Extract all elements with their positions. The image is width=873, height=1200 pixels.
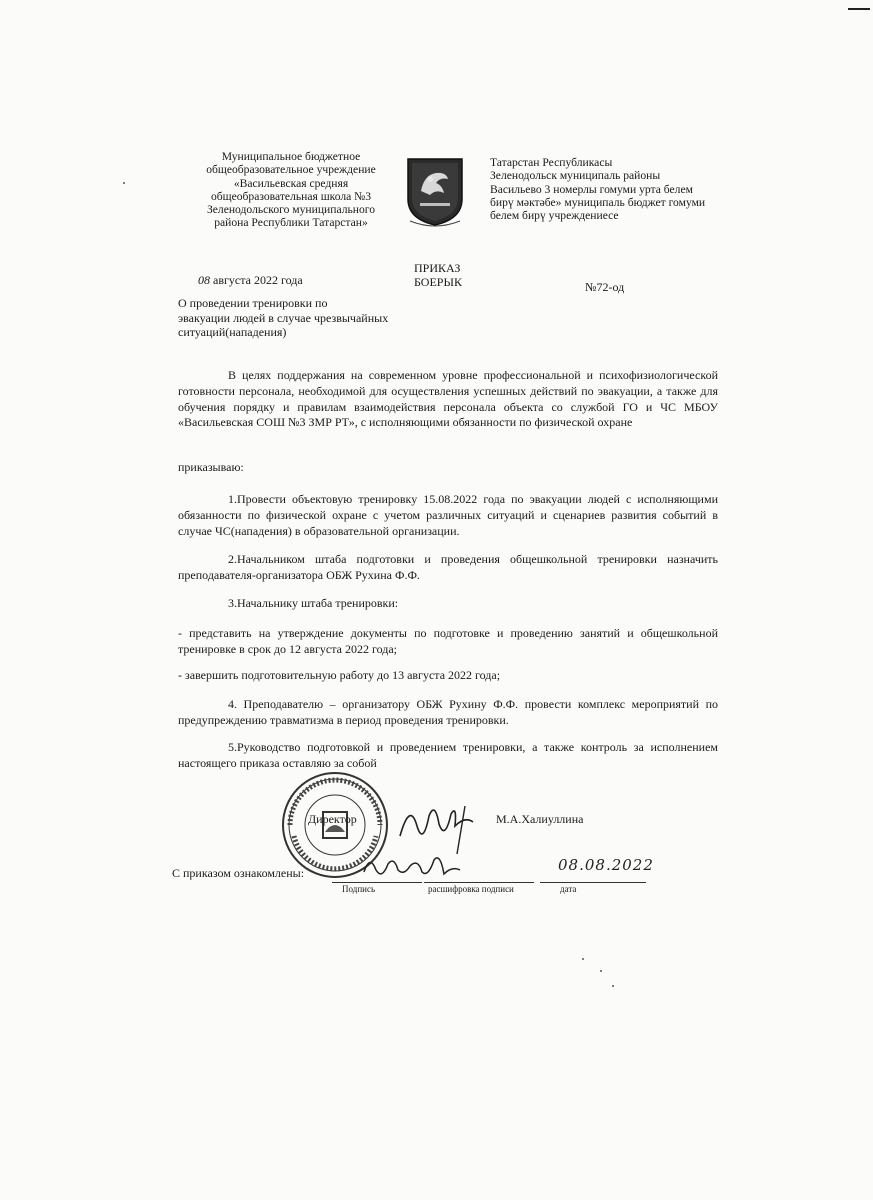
- header-right-line: Васильево 3 номерлы гомуми урта белем: [490, 182, 693, 196]
- order-date: [198, 273, 303, 288]
- order-item-2: 2.Начальником штаба подготовки и проведения общешкольной тренировки назначить преподавателя-организатора ОБЖ Рухина Ф.Ф.: [178, 552, 718, 582]
- header-left-line: «Васильевская средняя: [233, 176, 349, 190]
- order-date-rest: августа 2022 года: [213, 273, 303, 287]
- scan-speck: [600, 970, 602, 972]
- signature-role: Директор: [308, 812, 357, 826]
- order-item-5: 5.Руководство подготовкой и проведением тренировки, а также контроль за исполнением настоящего приказа оставляю за собой: [178, 740, 718, 770]
- scan-corner-mark: [848, 8, 870, 10]
- order-item-1: 1.Провести объектовую тренировку 15.08.2022 года по эвакуации людей с исполняющими обязанности по физической охране с учетом различных ситуаций и сценариев развития событий в случае ЧС(нападения) в образовательной организации.: [178, 492, 718, 538]
- header-left-line: общеобразовательная школа №3: [210, 189, 372, 203]
- scan-speck: [582, 958, 584, 960]
- subject-line: О проведении тренировки по: [178, 296, 328, 310]
- signature-underline: [332, 882, 422, 883]
- order-item-3b: - завершить подготовительную работу до 13 августа 2022 года;: [178, 668, 501, 682]
- signature-name: М.А.Халиуллина: [496, 812, 584, 826]
- header-left-block: [186, 150, 396, 230]
- caption-signature: Подпись: [342, 884, 376, 894]
- order-item-3a: - представить на утверждение документы по подготовке и проведению занятий и общешкольной тренировке в срок до 12 августа 2022 года;: [178, 626, 718, 656]
- order-subject: [178, 296, 418, 340]
- coat-of-arms-icon: [406, 157, 464, 227]
- header-left-line: Зеленодольского муниципального: [206, 203, 376, 217]
- header-right-line: Зеленодольск муниципаль районы: [490, 169, 661, 183]
- decoding-underline: [424, 882, 534, 883]
- caption-date: дата: [560, 884, 577, 894]
- header-left-line: района Республики Татарстан»: [214, 216, 368, 230]
- order-date-day: 08: [198, 273, 210, 287]
- acknowledgement-label: С приказом ознакомлены:: [172, 866, 305, 880]
- header-right-line: Татарстан Республикасы: [490, 156, 613, 169]
- header-right-line: бирү мәктәбе» муниципаль бюджет гомуми: [490, 195, 706, 209]
- order-item-3: 3.Начальнику штаба тренировки:: [228, 596, 399, 610]
- order-title-tt: БОЕРЫК: [414, 275, 462, 289]
- header-left-line: Муниципальное бюджетное: [221, 150, 361, 163]
- order-item-4: 4. Преподавателю – организатору ОБЖ Рухину Ф.Ф. провести комплекс мероприятий по предупреждению травматизма в период проведения тренировки.: [178, 697, 718, 727]
- caption-decoding: расшифровка подписи: [428, 884, 514, 894]
- preamble-paragraph: В целях поддержания на современном уровне профессиональной и психофизиологической готовности персонала, необходимой для осуществления успешных действий по эвакуации, а также для обучения порядку и правилам взаимодействия персонала объекта со службой ГО и ЧС МБОУ «Васильевская СОШ №3 ЗМР РТ», с исполняющими обязанности по физической охране: [178, 368, 718, 430]
- acknowledgement-date: 08.08.2022: [558, 856, 654, 874]
- order-word: приказываю:: [178, 460, 244, 474]
- subject-line: ситуаций(нападения): [178, 325, 287, 339]
- scan-speck: [612, 985, 614, 987]
- header-right-line: белем бирү учреждениесе: [490, 209, 619, 223]
- subject-line: эвакуации людей в случае чрезвычайных: [178, 310, 389, 325]
- order-title-ru: ПРИКАЗ: [414, 261, 461, 275]
- acknowledgement-signature: [360, 846, 470, 886]
- order-number: №72-од: [585, 280, 625, 294]
- order-title: [414, 261, 462, 289]
- header-right-block: [490, 156, 730, 222]
- header-left-line: общеобразовательное учреждение: [206, 163, 376, 177]
- scan-speck: [123, 182, 125, 184]
- date-underline: [540, 882, 646, 883]
